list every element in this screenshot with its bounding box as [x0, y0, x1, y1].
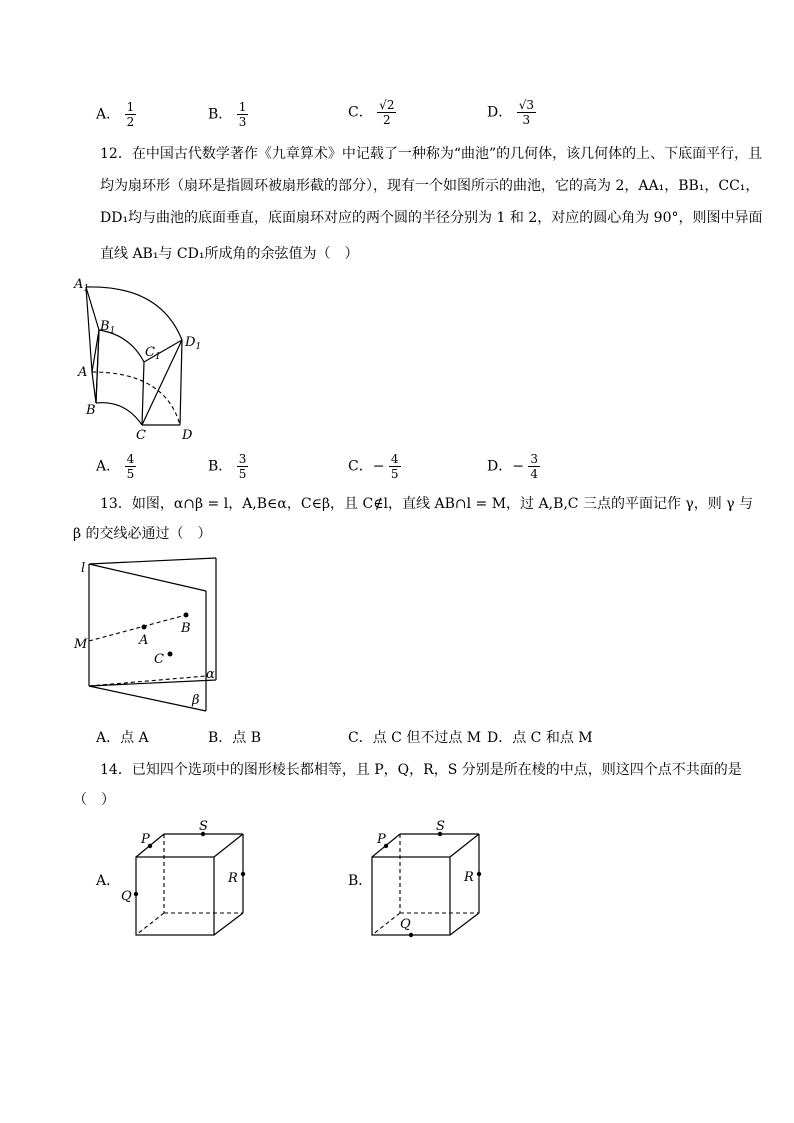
q14-text-line1: 14．已知四个选项中的图形棱长都相等，且 P，Q，R，S 分别是所在棱的中点，则这四个点不共面的是 [100, 762, 742, 778]
cube-b-label-r: R [464, 870, 474, 885]
q12-text-line1: 12．在中国古代数学著作《九章算术》中记载了一种称为“曲池”的几何体，该几何体的上、下底面平行，且 [100, 146, 763, 162]
q14-option-a[interactable]: A． [96, 873, 121, 889]
q14-option-b[interactable]: B． [348, 873, 373, 889]
label-c-point: C [154, 652, 164, 667]
label-d1: $D_1$ [185, 335, 202, 352]
q11-option-a[interactable]: A． $\frac{1}{2}$ [96, 100, 135, 129]
label-a-point: A [139, 633, 149, 648]
cube-b-label-p: P [377, 832, 386, 847]
q11-option-d[interactable]: D． $\frac{√3}{3}$ [487, 98, 534, 127]
q13-text-line1: 13．如图，α∩β = l，A,B∈α，C∈β，且 C∉l，直线 AB∩l = M，过 A,B,C 三点的平面记作 γ，则 γ 与 [100, 496, 754, 512]
cube-a-label-q: Q [121, 889, 132, 904]
cube-a-label-r: R [228, 871, 238, 886]
q13-option-a[interactable]: A．点 A [96, 730, 149, 746]
label-d: D [182, 428, 193, 443]
label-b1: $B_1$ [100, 319, 116, 336]
label-m: M [74, 637, 88, 652]
q13-option-d[interactable]: D．点 C 和点 M [487, 730, 593, 746]
q14-text-line2: （ ） [73, 792, 115, 808]
q12-option-d[interactable]: D．− $\frac{3}{4}$ [487, 452, 539, 481]
cube-a-label-s: S [199, 819, 208, 834]
label-a: A [78, 365, 88, 380]
cube-b-label-q: Q [400, 917, 411, 932]
q12-option-b[interactable]: B． $\frac{3}{5}$ [208, 452, 247, 481]
label-beta: β [192, 693, 200, 708]
label-a1: $A_1$ [74, 277, 90, 294]
q13-option-c[interactable]: C．点 C 但不过点 M [348, 730, 482, 746]
label-b: B [86, 403, 96, 418]
q12-option-a[interactable]: A． $\frac{4}{5}$ [96, 452, 135, 481]
label-c: C [136, 428, 146, 443]
label-c1: $C_1$ [145, 345, 161, 362]
label-alpha: α [206, 667, 215, 682]
q12-option-c[interactable]: C．− $\frac{4}{5}$ [348, 452, 399, 481]
q11-option-c[interactable]: C． $\frac{√2}{2}$ [348, 98, 395, 127]
label-b-point: B [181, 621, 191, 636]
cube-b-label-s: S [436, 819, 445, 834]
q12-text-line3: DD₁均与曲池的底面垂直，底面扇环对应的两个圆的半径分别为 1 和 2，对应的圆心角为 90°，则图中异面 [100, 210, 763, 226]
q13-text-line2: β 的交线必通过（ ） [73, 526, 212, 542]
q12-text-line2: 均为扇环形（扇环是指圆环被扇形截的部分），现有一个如图所示的曲池，它的高为 2，AA₁，BB₁，CC₁， [100, 178, 760, 194]
cube-a-label-p: P [141, 832, 150, 847]
q12-text-line4: 直线 AB₁与 CD₁所成角的余弦值为（ ） [100, 246, 359, 262]
q11-option-b[interactable]: B． $\frac{1}{3}$ [208, 100, 247, 129]
label-l: l [81, 561, 86, 576]
q13-option-b[interactable]: B．点 B [208, 730, 262, 746]
